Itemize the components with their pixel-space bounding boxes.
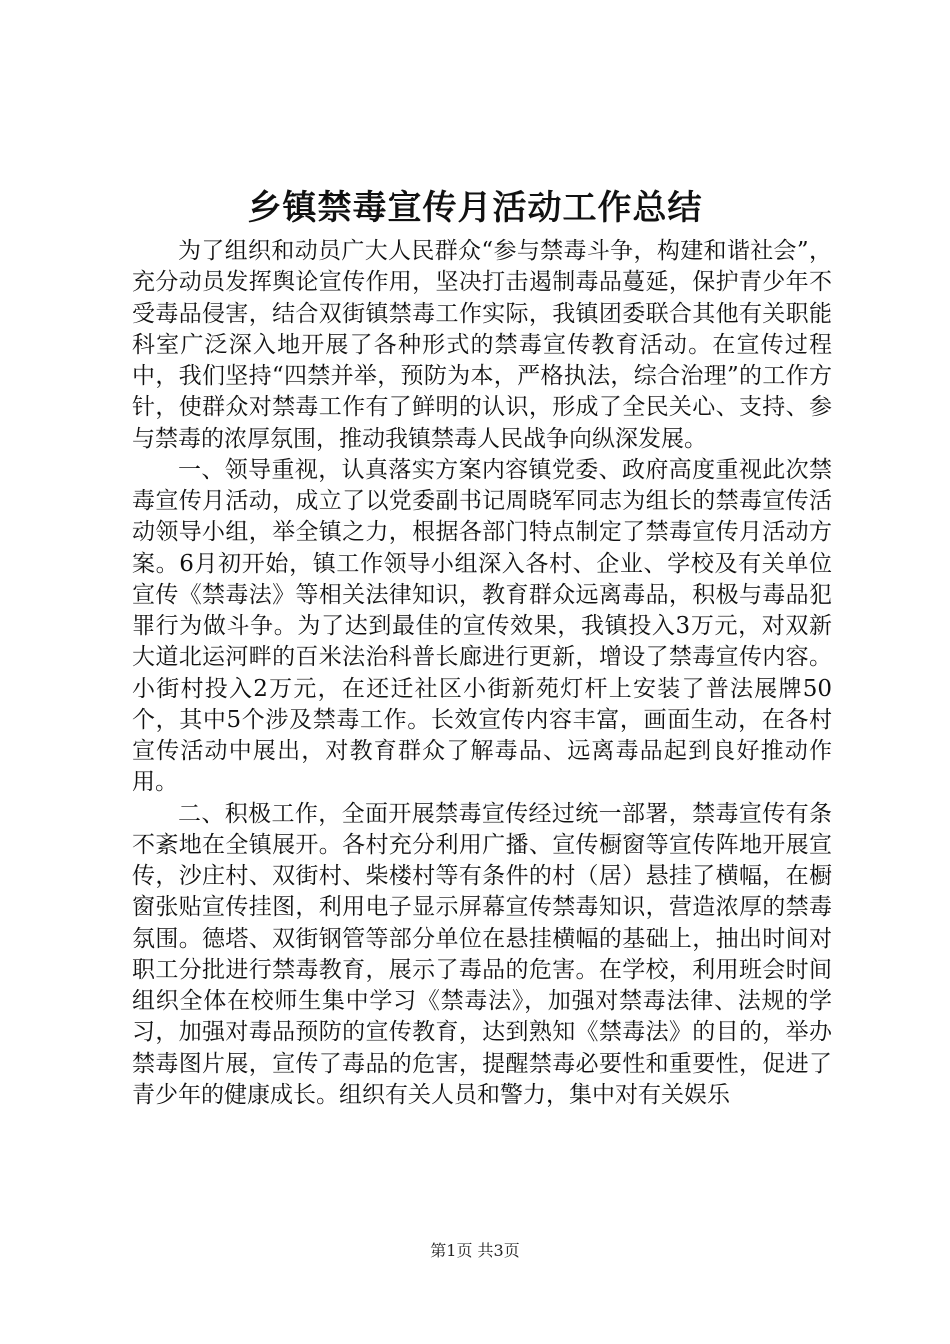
- document-body: [132, 236, 832, 1111]
- paragraph-intro: 为了组织和动员广大人民群众“参与禁毒斗争，构建和谐社会”，充分动员发挥舆论宣传作用，坚决打击遏制毒品蔓延，保护青少年不受毒品侵害，结合双街镇禁毒工作实际，我镇团委联合其他有关职能科室广泛深入地开展了各种形式的禁毒宣传教育活动。在宣传过程中，我们坚持“四禁并举，预防为本，严格执法，综合治理”的工作方针，使群众对禁毒工作有了鲜明的认识，形成了全民关心、支持、参与禁毒的浓厚氛围，推动我镇禁毒人民战争向纵深发展。: [132, 238, 832, 452]
- page-number-footer: 第1页 共3页: [430, 1241, 520, 1260]
- paragraph-section-1: 一、领导重视，认真落实方案内容镇党委、政府高度重视此次禁毒宣传月活动，成立了以党委副书记周晓军同志为组长的禁毒宣传活动领导小组，举全镇之力，根据各部门特点制定了禁毒宣传月活动方案。6月初开始，镇工作领导小组深入各村、企业、学校及有关单位宣传《禁毒法》等相关法律知识，教育群众远离毒品，积极与毒品犯罪行为做斗争。为了达到最佳的宣传效果，我镇投入3万元，对双新大道北运河畔的百米法治科普长廊进行更新，增设了禁毒宣传内容。小街村投入2万元，在还迁社区小街新苑灯杆上安装了普法展牌50个，其中5个涉及禁毒工作。长效宣传内容丰富，画面生动，在各村宣传活动中展出，对教育群众了解毒品、远离毒品起到良好推动作用。: [132, 456, 832, 796]
- paragraph-section-2: 二、积极工作，全面开展禁毒宣传经过统一部署，禁毒宣传有条不紊地在全镇展开。各村充分利用广播、宣传橱窗等宣传阵地开展宣传，沙庄村、双街村、柴楼村等有条件的村（居）悬挂了横幅，在橱窗张贴宣传挂图，利用电子显示屏幕宣传禁毒知识，营造浓厚的禁毒氛围。德塔、双街钢管等部分单位在悬挂横幅的基础上，抽出时间对职工分批进行禁毒教育，展示了毒品的危害。在学校，利用班会时间组织全体在校师生集中学习《禁毒法》，加强对禁毒法律、法规的学习，加强对毒品预防的宣传教育，达到熟知《禁毒法》的目的，举办禁毒图片展，宣传了毒品的危害，提醒禁毒必要性和重要性，促进了青少年的健康成长。组织有关人员和警力，集中对有关娱乐: [132, 800, 832, 1108]
- document-title: 乡镇禁毒宣传月活动工作总结: [247, 188, 703, 228]
